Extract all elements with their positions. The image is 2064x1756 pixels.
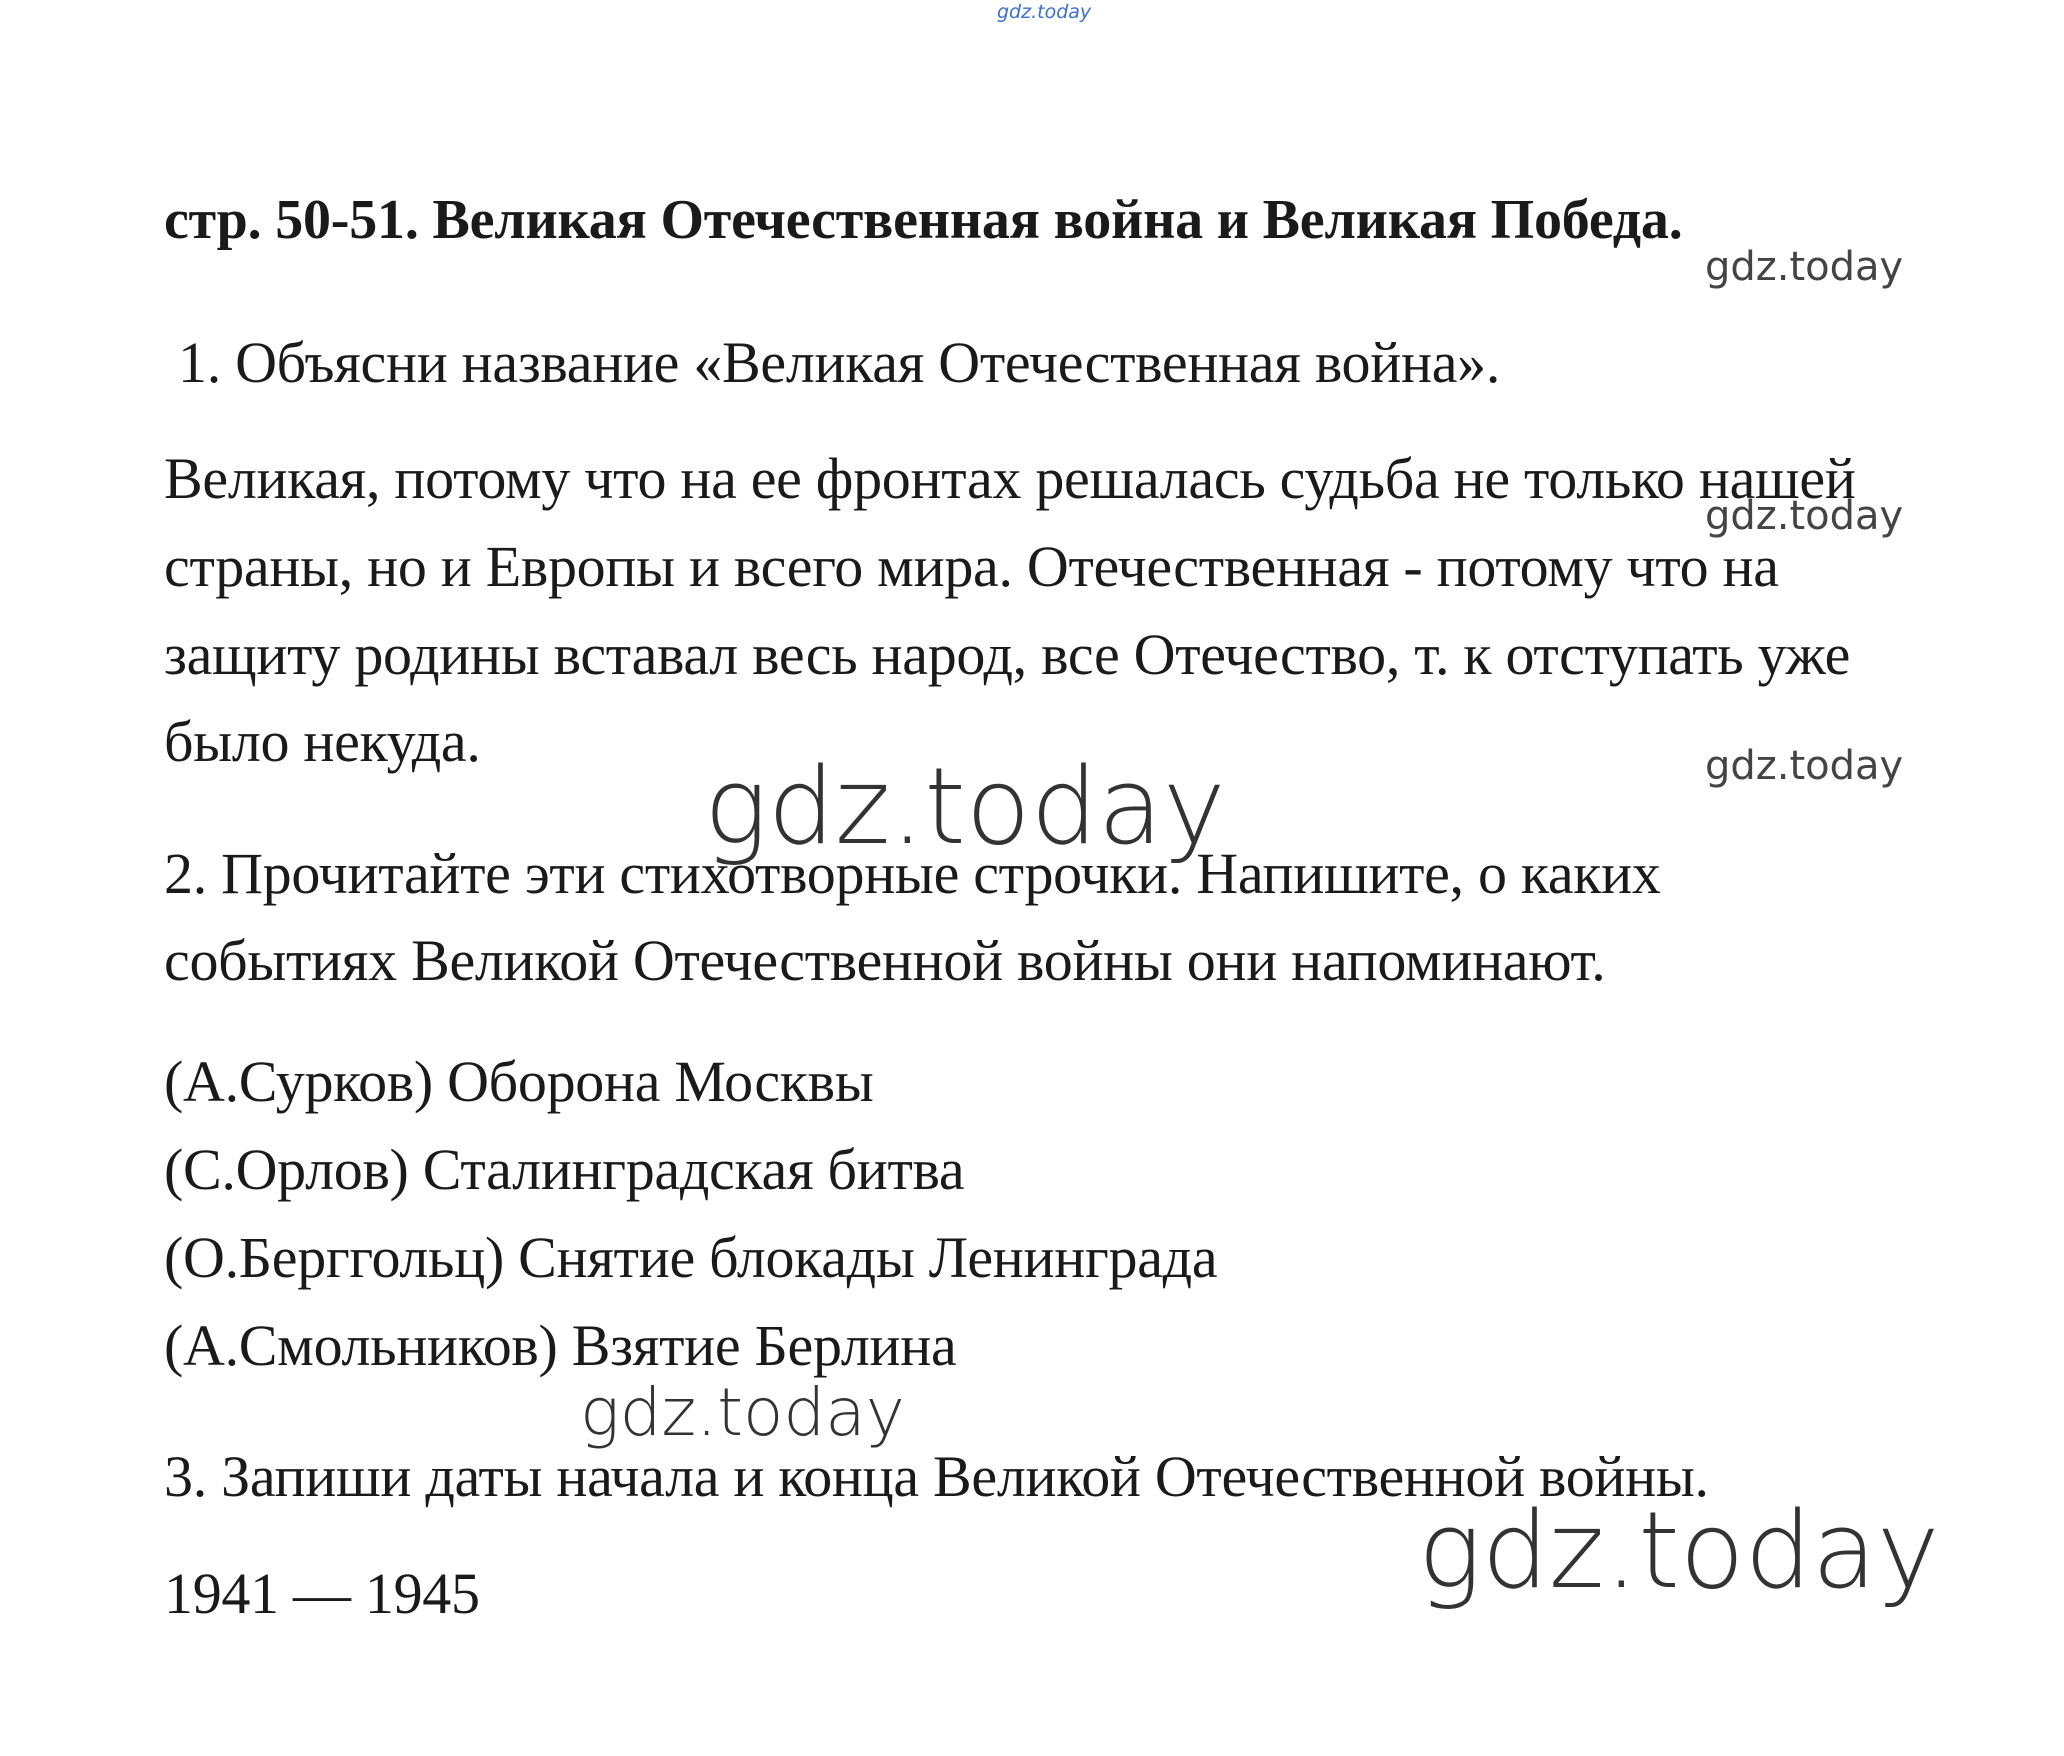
question-2-line-1: 2. Прочитайте эти стихотворные строчки. Напишите, о каких [164, 841, 1661, 906]
watermark-top: gdz.today [997, 1, 1092, 23]
watermark-large-right: gdz.today [1418, 1489, 1940, 1612]
watermark-large-center: gdz.today [704, 745, 1226, 868]
watermark-small-2: gdz.today [1705, 493, 1904, 539]
watermark-small-1: gdz.today [1705, 244, 1904, 290]
answer-2-item-1: (А.Сурков) Оборона Москвы [164, 1049, 874, 1114]
question-3: 3. Запиши даты начала и конца Великой Отечественной войны. [164, 1444, 1709, 1509]
question-2-line-2: событиях Великой Отечественной войны они напоминают. [164, 928, 1606, 993]
watermark-small-3: gdz.today [1705, 743, 1904, 789]
answer-2-item-3: (О.Берггольц) Снятие блокады Ленинграда [164, 1225, 1218, 1290]
answer-2-item-4: (А.Смольников) Взятие Берлина [164, 1313, 957, 1378]
answer-1-line-3: защиту родины вставал весь народ, все Отечество, т. к отступать уже [164, 622, 1851, 687]
page-title: стр. 50-51. Великая Отечественная война и Великая Победа. [164, 189, 1683, 251]
answer-1-line-1: Великая, потому что на ее фронтах решалась судьба не только нашей [164, 446, 1856, 511]
answer-3: 1941 — 1945 [164, 1561, 480, 1626]
watermark-medium-center: gdz.today [580, 1374, 905, 1451]
answer-2-item-2: (С.Орлов) Сталинградская битва [164, 1137, 965, 1202]
answer-1-line-4: было некуда. [164, 709, 481, 774]
answer-1-line-2: страны, но и Европы и всего мира. Отечественная - потому что на [164, 534, 1779, 599]
question-1: 1. Объясни название «Великая Отечественная война». [178, 330, 1501, 395]
